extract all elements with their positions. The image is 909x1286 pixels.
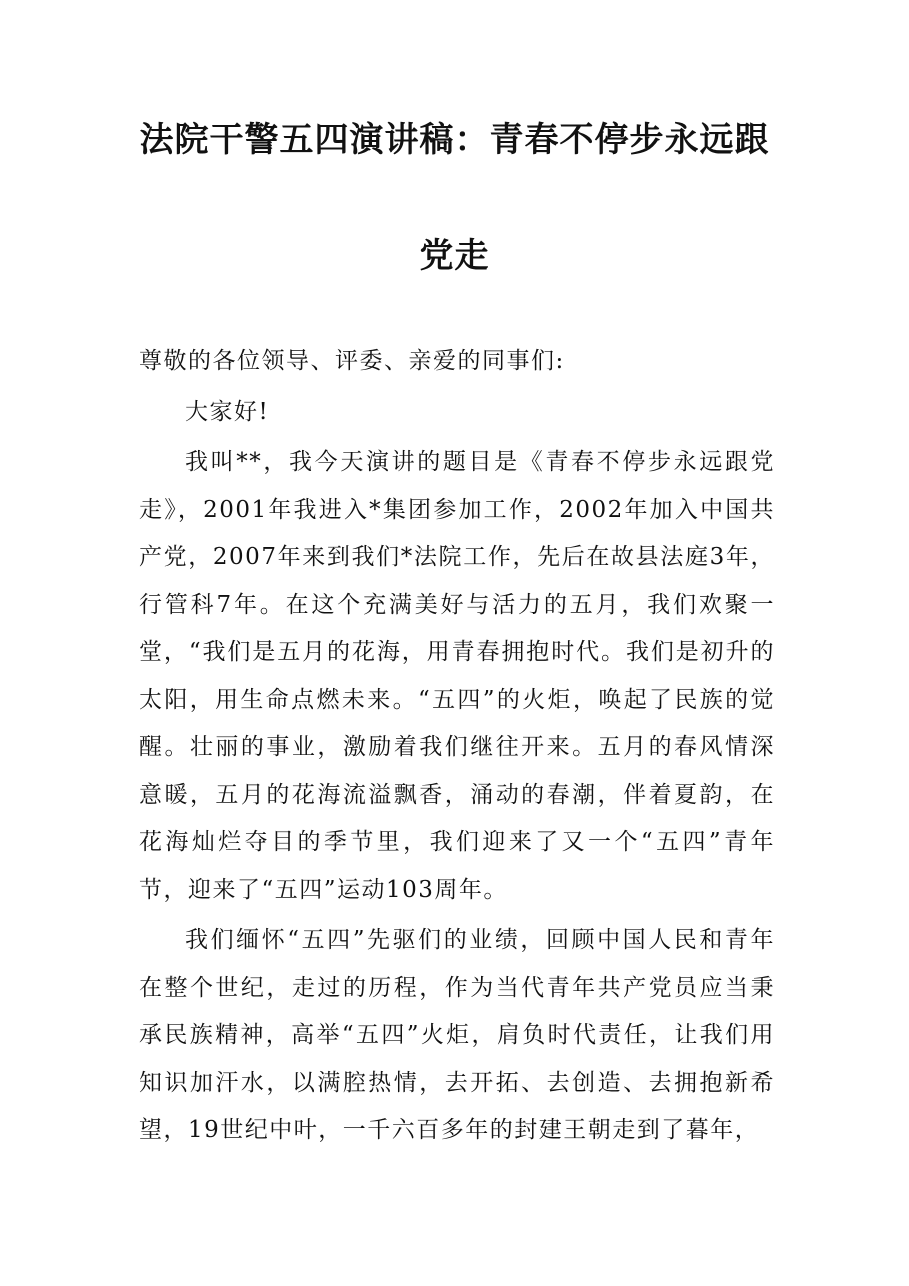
paragraph-1: 我叫**，我今天演讲的题目是《青春不停步永远跟党走》，2001年我进入*集团参加工作，2002年加入中国共产党，2007年来到我们*法院工作，先后在故县法庭3年，行管科7年。在这个充满美好与活力的五月，我们欢聚一堂，“我们是五月的花海，用青春拥抱时代。我们是初升的太阳，用生命点燃未来。“五四”的火炬，唤起了民族的觉醒。壮丽的事业，激励着我们继往开来。五月的春风情深意暖，五月的花海流溢飘香，涌动的春潮，伴着夏韵，在花海灿烂夺目的季节里，我们迎来了又一个“五四”青年节，迎来了“五四”运动103周年。 (139, 449, 775, 903)
greeting: 大家好! (185, 398, 270, 425)
document-body (139, 338, 775, 1155)
salutation: 尊敬的各位领导、评委、亲爱的同事们: (139, 348, 565, 374)
paragraph-2: 我们缅怀“五四”先驱们的业绩，回顾中国人民和青年在整个世纪，走过的历程，作为当代青年共产党员应当秉承民族精神，高举“五四”火炬，肩负时代责任，让我们用知识加汗水，以满腔热情，去开拓、去创造、去拥抱新希望，19世纪中叶，一千六百多年的封建王朝走到了暮年， (139, 927, 775, 1143)
document-title-line-2: 党走 (419, 236, 490, 276)
document-title-line-1: 法院干警五四演讲稿：青春不停步永远跟 (139, 120, 770, 160)
